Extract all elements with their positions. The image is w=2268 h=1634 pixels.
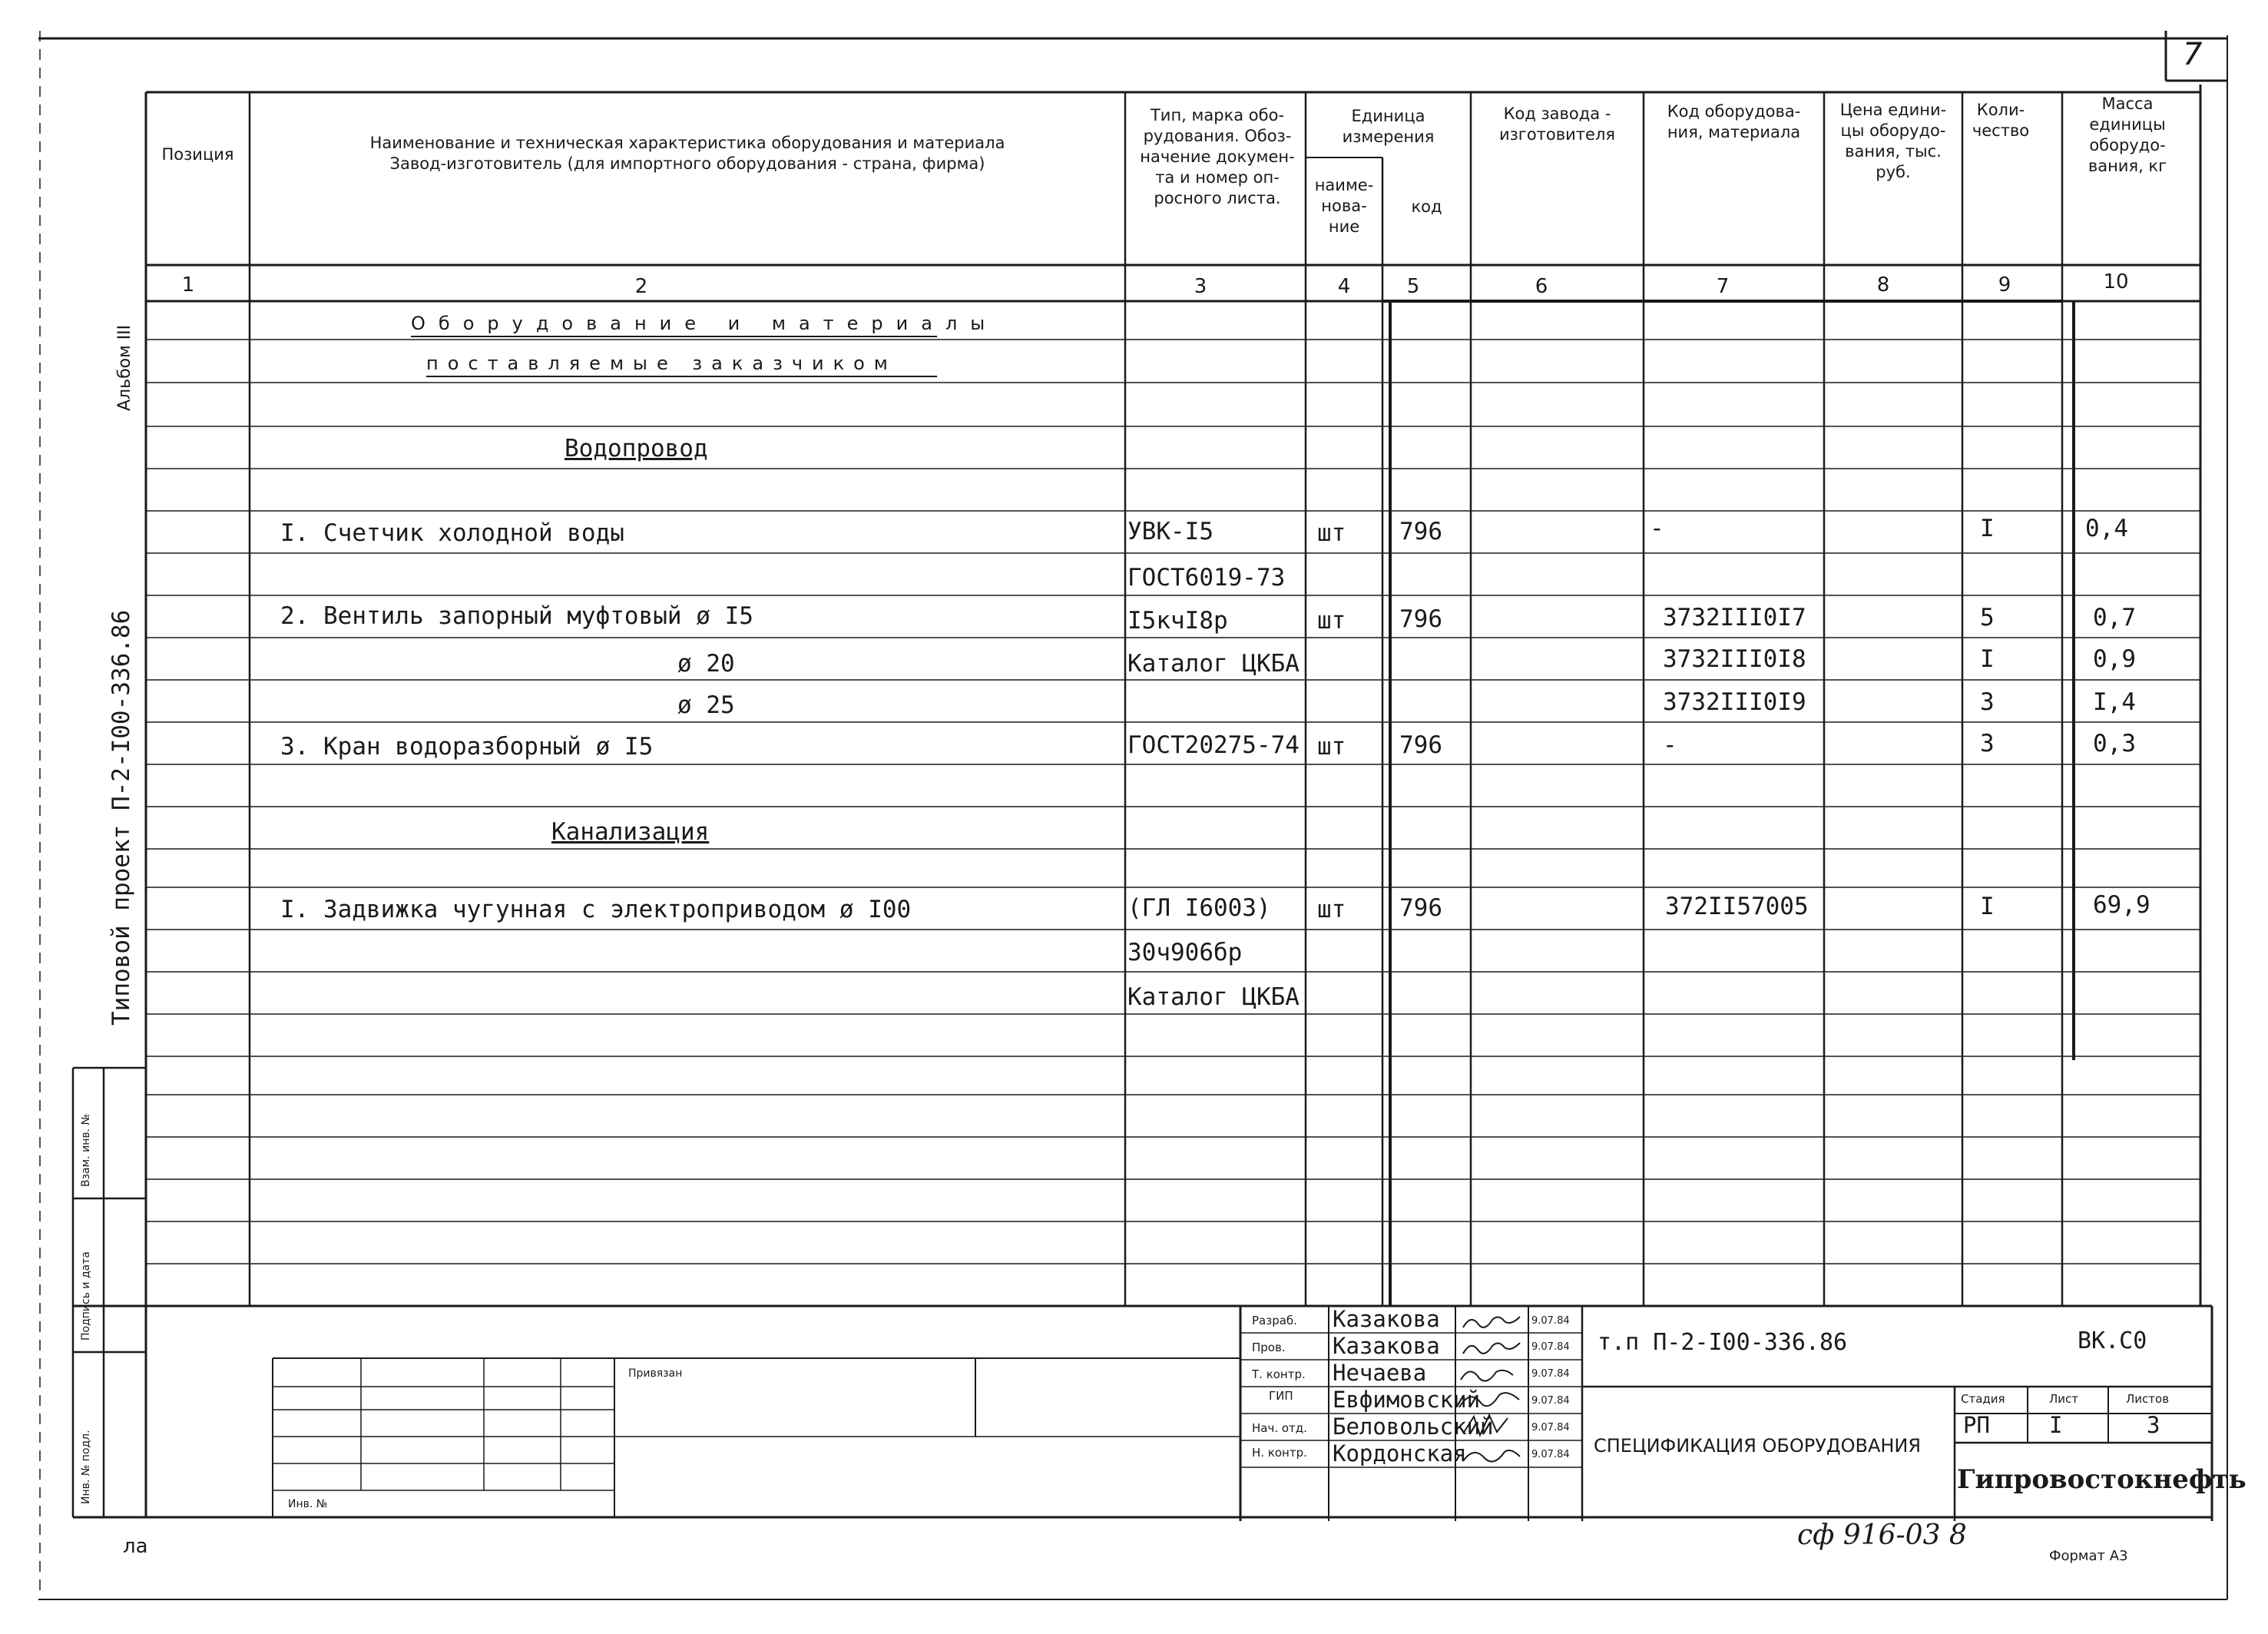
header-price: Цена едини- цы оборудо- вания, тыс. руб. bbox=[1839, 101, 1947, 181]
item-quantity: 3 bbox=[1980, 688, 1995, 716]
header-type: Тип, марка обо- рудования. Обоз- начение докумен- та и номер оп- росного листа. bbox=[1140, 106, 1295, 207]
item-unit: шт bbox=[1317, 519, 1346, 547]
item-material-code: 372II57005 bbox=[1665, 893, 1809, 920]
item-quantity: 5 bbox=[1980, 604, 1995, 631]
item-unit-code: 796 bbox=[1399, 605, 1442, 633]
header-unit-name: наиме- нова- ние bbox=[1314, 176, 1374, 236]
item-mass: 69,9 bbox=[2093, 891, 2150, 919]
sheets-label: Листов bbox=[2126, 1392, 2170, 1406]
item-mass: 0,9 bbox=[2093, 645, 2136, 673]
item-type: (ГЛ I6003) bbox=[1127, 894, 1271, 922]
item-quantity: 3 bbox=[1980, 730, 1995, 757]
role-label: Нач. отд. bbox=[1252, 1421, 1307, 1435]
item-material-code: 3732III0I7 bbox=[1663, 604, 1806, 631]
item-material-code: - bbox=[1650, 515, 1664, 542]
header-mass: Масса единицы оборудо- вания, кг bbox=[2088, 94, 2167, 175]
sheet-number: 7 bbox=[2183, 37, 2203, 72]
column-number: 2 bbox=[634, 275, 648, 298]
column-number: 1 bbox=[181, 273, 195, 297]
sheet-value: I bbox=[2049, 1412, 2063, 1438]
format-label: Формат А3 bbox=[2049, 1548, 2128, 1564]
document-code: т.п П-2-I00-336.86 bbox=[1598, 1329, 1848, 1356]
inventory-number-label: Инв. № bbox=[288, 1498, 328, 1510]
stamp-signature-label: Подпись и дата bbox=[80, 1251, 92, 1341]
sign-date: 9.07.84 bbox=[1531, 1315, 1570, 1327]
item-name: I. Счетчик холодной воды bbox=[280, 519, 624, 547]
header-name-line1: Наименование и техническая характеристика оборудования и материала bbox=[369, 134, 1005, 152]
archive-stamp: сф 916-03 8 bbox=[1797, 1520, 1967, 1551]
signer-name: Беловольский bbox=[1333, 1414, 1494, 1440]
item-type: 30ч906бр bbox=[1127, 939, 1243, 966]
item-unit-code: 796 bbox=[1399, 518, 1442, 545]
role-label: Разраб. bbox=[1252, 1314, 1297, 1327]
item-mass: 0,4 bbox=[2085, 515, 2128, 542]
item-quantity: I bbox=[1980, 893, 1995, 920]
item-unit: шт bbox=[1317, 896, 1346, 923]
item-mass: 0,7 bbox=[2093, 604, 2136, 631]
sign-date: 9.07.84 bbox=[1531, 1449, 1570, 1460]
item-quantity: I bbox=[1980, 515, 1995, 542]
privyazan-label: Привязан bbox=[628, 1367, 683, 1380]
group-title-water: Водопровод bbox=[565, 435, 708, 462]
item-name: I. Задвижка чугунная с электроприводом ø I00 bbox=[280, 896, 912, 923]
section-subtitle: поставляемые заказчиком bbox=[426, 353, 897, 374]
item-name: ø 20 bbox=[677, 650, 735, 678]
item-unit: шт bbox=[1317, 607, 1346, 635]
item-type: ГОСТ20275-74 bbox=[1127, 731, 1300, 759]
stage-label: Стадия bbox=[1961, 1392, 2005, 1406]
item-unit-code: 796 bbox=[1399, 894, 1442, 922]
column-number: 9 bbox=[1998, 273, 2011, 297]
header-unit-code: код bbox=[1411, 197, 1442, 216]
item-material-code: - bbox=[1663, 731, 1677, 759]
stamp-inv-label: Инв. № подл. bbox=[80, 1430, 92, 1504]
column-number: 6 bbox=[1535, 275, 1548, 298]
header-position: Позиция bbox=[161, 145, 234, 164]
sign-date: 9.07.84 bbox=[1531, 1395, 1570, 1407]
item-type: ГОСТ6019-73 bbox=[1127, 564, 1286, 592]
column-number: 7 bbox=[1716, 275, 1730, 298]
column-number: 3 bbox=[1194, 275, 1207, 298]
item-type: I5кчI8р bbox=[1127, 607, 1228, 635]
item-name: 3. Кран водоразборный ø I5 bbox=[280, 733, 654, 761]
item-unit-code: 796 bbox=[1399, 731, 1442, 759]
document-title: СПЕЦИФИКАЦИЯ ОБОРУДОВАНИЯ bbox=[1594, 1435, 1922, 1457]
item-name: 2. Вентиль запорный муфтовый ø I5 bbox=[280, 602, 753, 630]
role-label: Т. контр. bbox=[1252, 1367, 1306, 1381]
section-title: Оборудование и материалы bbox=[411, 313, 998, 334]
stamp-vzam-label: Взам. инв. № bbox=[80, 1113, 92, 1187]
item-quantity: I bbox=[1980, 645, 1995, 673]
role-label: Н. контр. bbox=[1252, 1446, 1307, 1460]
item-type: УВК-I5 bbox=[1127, 518, 1213, 545]
footer-left-mark: ла bbox=[123, 1535, 148, 1558]
project-label: Типовой проект П-2-I00-336.86 bbox=[108, 609, 135, 1026]
signer-name: Казакова bbox=[1333, 1333, 1440, 1359]
signer-name: Кордонская bbox=[1333, 1440, 1467, 1467]
sheets-value: 3 bbox=[2147, 1412, 2160, 1438]
column-number: 5 bbox=[1406, 275, 1420, 298]
album-label: Альбом III bbox=[115, 324, 134, 411]
item-type: Каталог ЦКБА bbox=[1127, 650, 1300, 678]
header-factory-code: Код завода - изготовителя bbox=[1498, 104, 1615, 144]
header-unit-group: Единица измерения bbox=[1342, 107, 1435, 146]
sign-date: 9.07.84 bbox=[1531, 1422, 1570, 1433]
item-material-code: 3732III0I8 bbox=[1663, 645, 1806, 673]
signer-name: Нечаева bbox=[1333, 1360, 1427, 1386]
organization-name: Гипровостокнефть bbox=[1957, 1464, 2246, 1495]
header-name-line2: Завод-изготовитель (для импортного оборудования - страна, фирма) bbox=[389, 154, 985, 173]
column-number: 10 bbox=[2103, 270, 2129, 293]
role-label: Пров. bbox=[1252, 1341, 1286, 1354]
group-title-sewer: Канализация bbox=[551, 818, 710, 846]
item-type: Каталог ЦКБА bbox=[1127, 983, 1300, 1011]
stage-value: РП bbox=[1963, 1412, 1990, 1438]
signer-name: Казакова bbox=[1333, 1306, 1440, 1332]
item-name: ø 25 bbox=[677, 691, 735, 719]
header-quantity: Коли- чество bbox=[1972, 101, 2030, 140]
item-material-code: 3732III0I9 bbox=[1663, 688, 1806, 716]
column-number: 4 bbox=[1337, 275, 1351, 298]
item-mass: I,4 bbox=[2093, 688, 2136, 716]
sign-date: 9.07.84 bbox=[1531, 1341, 1570, 1353]
sign-date: 9.07.84 bbox=[1531, 1368, 1570, 1380]
sheet-label: Лист bbox=[2049, 1392, 2079, 1406]
item-mass: 0,3 bbox=[2093, 730, 2136, 757]
document-mark: ВК.С0 bbox=[2078, 1327, 2147, 1354]
role-label: ГИП bbox=[1269, 1389, 1293, 1403]
item-unit: шт bbox=[1317, 733, 1346, 761]
header-material-code: Код оборудова- ния, материала bbox=[1667, 102, 1801, 141]
column-number: 8 bbox=[1876, 273, 1890, 297]
signer-name: Евфимовский bbox=[1333, 1387, 1481, 1413]
